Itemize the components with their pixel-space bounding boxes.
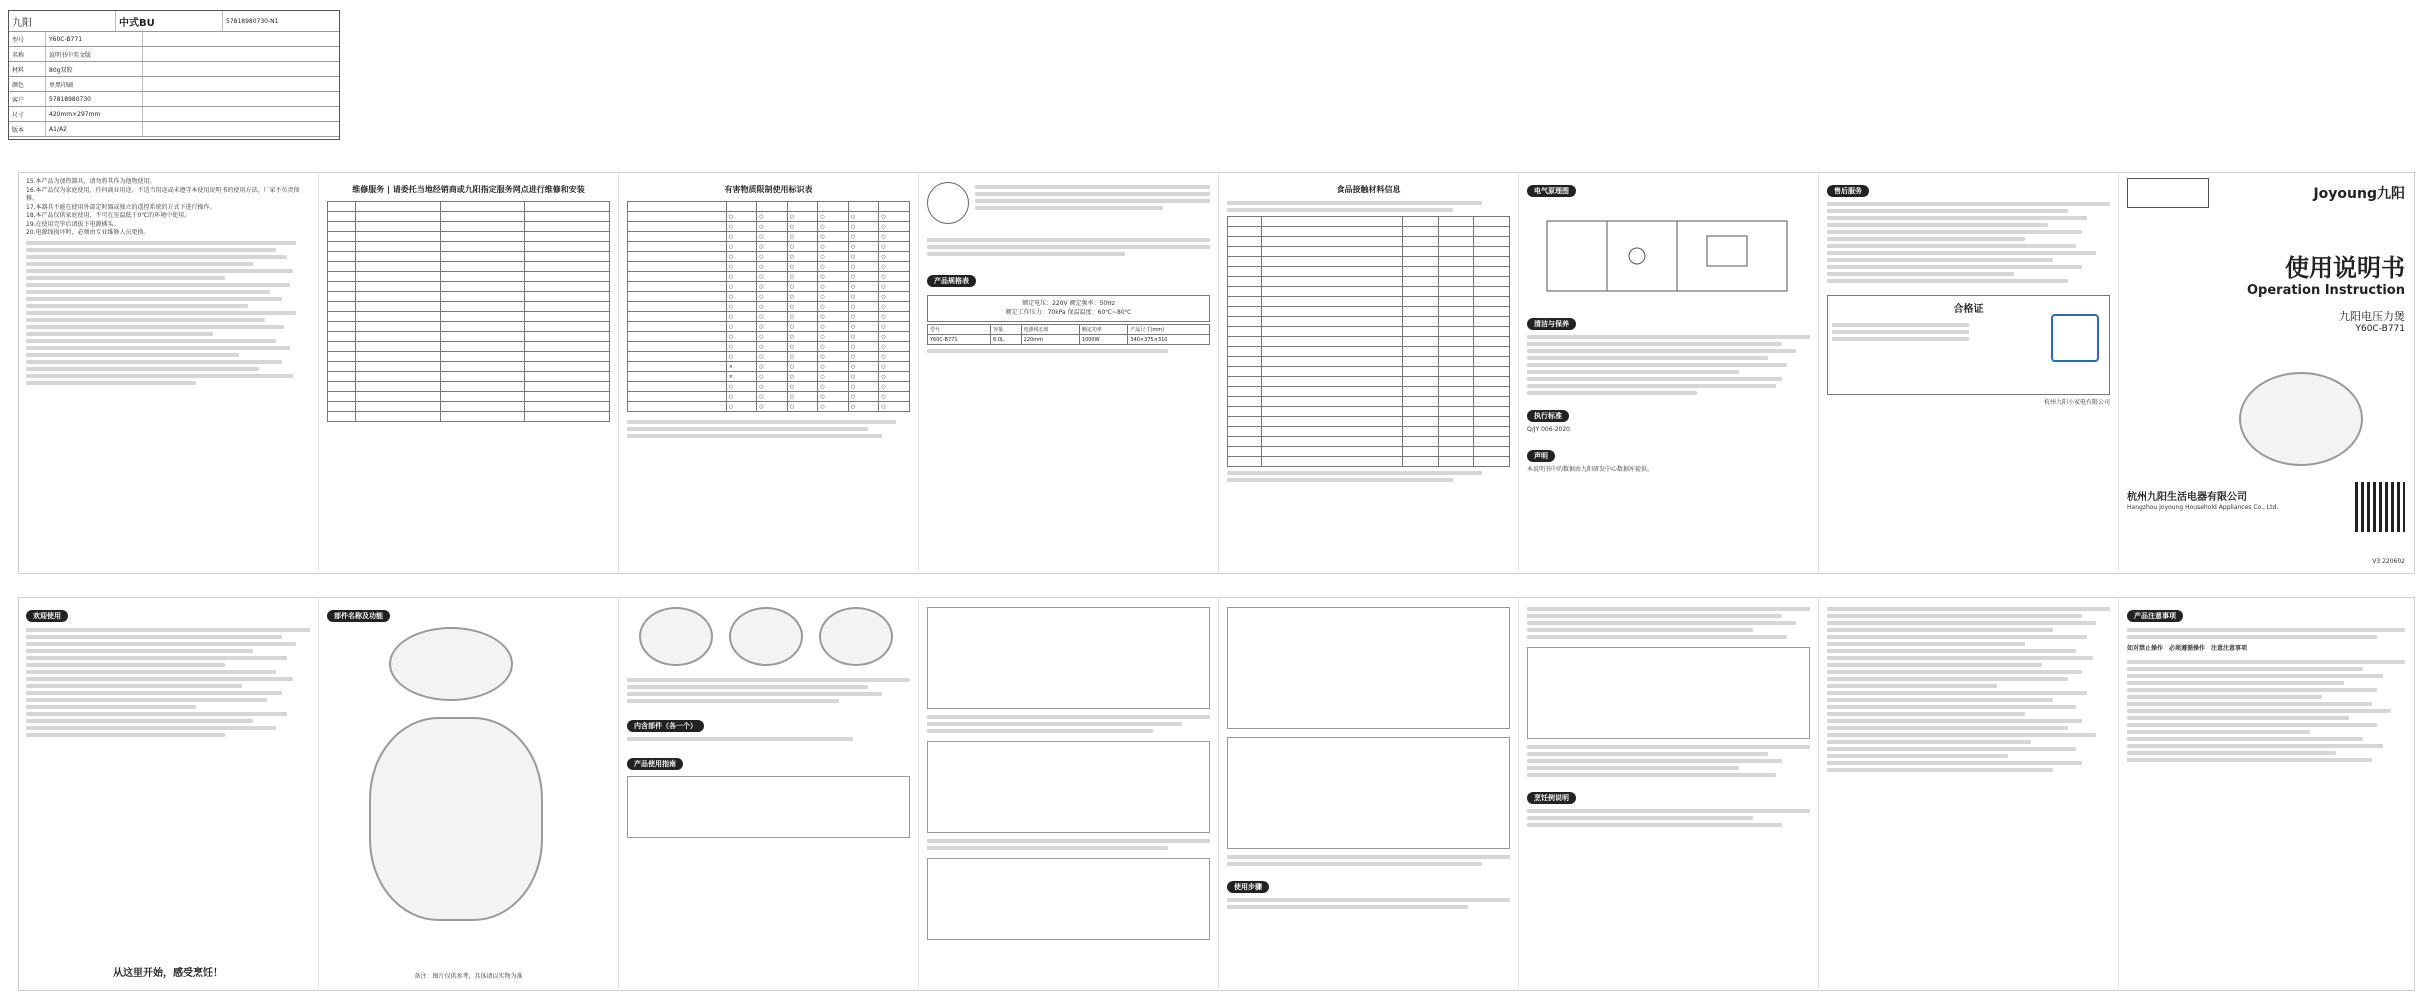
- cover-company-en: Hangzhou Joyoung Household Appliances Co., Ltd.: [2127, 504, 2279, 511]
- lid-diagram-3: [819, 607, 893, 666]
- cooking-title: 烹饪例说明: [1527, 792, 1576, 804]
- panel-after-sales: [1818, 172, 2118, 572]
- panel-cover: [2118, 172, 2413, 572]
- spec-pressure: 额定工作压力：70kPa 保温温度：60℃~80℃: [1005, 308, 1132, 316]
- panel-parts: [318, 597, 618, 989]
- safety-line-3: 17.本器具不能在使用外部定时器或独立的遥控系统的方式下进行操作。: [26, 203, 216, 211]
- legend-caution: 注意注意事项: [2211, 645, 2248, 652]
- lid-diagram-1: [639, 607, 713, 666]
- accessories-title: 内含部件（各一个）: [627, 720, 704, 732]
- hazard-title: 有害物质限制使用标识表: [724, 185, 813, 194]
- panel-operation: [1218, 597, 1518, 989]
- panel-circuit-cleaning: [1518, 172, 1818, 572]
- panel-specs: [918, 172, 1218, 572]
- legend-forbid: 如对禁止操作: [2127, 645, 2164, 652]
- panel-maintenance: [318, 172, 618, 572]
- parts-caption: 备注：图片仅供参考，具体请以实物为准: [414, 972, 523, 980]
- quality-mark-icon: [2051, 314, 2099, 362]
- spec-table: 型号 容量 电源线长度 额定功率 产品尺寸(mm) Y60C-B771 6.0L 220mm 1000W 340×375×310: [927, 324, 1210, 345]
- safety-line-6: 20.电源线损坏时，必须由专业维修人员更换。: [26, 229, 150, 236]
- parts-body-image: [369, 717, 543, 921]
- welcome-title: 欢迎使用: [26, 610, 68, 622]
- usage-title: 使用步骤: [1227, 881, 1269, 893]
- guide-cups: [627, 776, 910, 838]
- parts-title: 部件名称及功能: [327, 610, 390, 622]
- cover-title-en: Operation Instruction: [2246, 283, 2405, 298]
- cover-title-cn: 使用说明书: [2285, 254, 2405, 282]
- tb-brand: 九阳: [9, 11, 116, 31]
- hazard-table: ○ ○ ○ ○ ○ ○ ○ ○ ○ ○ ○ ○ ○ ○ ○ ○ ○ ○ ○ ○ ○ ○ ○ ○ ○ ○ ○ ○ ○ ○ ○ ○ ○ ○ ○ ○ ○ ○ ○ ○ ○ ○ ○ ○ ○ ○ ○ ○ ○ ○ ○ ○ ○ ○ ○ ○ ○ ○ ○ ○ ○ ○ ○ ○ ○ ○ ○ ○ ○ ○ ○ ○ ○ ○ ○ ○ ○ ○ ○ ○ ○ ○ ○ ○ ○ ○ ○ ○ ○ ○ × ○ ○ ○ ○ ○ × ○ ○ ○ ○ ○ ○ ○ ○ ○ ○ ○ ○ ○ ○ ○ ○ ○ ○ ○ ○ ○ ○ ○: [627, 201, 910, 412]
- tb-size: 中式BU: [116, 11, 223, 31]
- circuit-title: 电气原理图: [1527, 185, 1576, 197]
- after-sales-company: 杭州九阳小家电有限公司: [2043, 399, 2110, 406]
- panel-food-contact: [1218, 172, 1518, 572]
- panel-cooking: [1518, 597, 1818, 989]
- spec-voltage: 额定电压：220V 额定频率：50Hz: [1022, 300, 1115, 307]
- tb-rows: 型号 Y60C-B771 名称 说明书中英文版 材料 80g双胶 颜色 单黑印刷 客户 57818980730 尺寸 420mm×297mm 版本 A1/A2: [9, 32, 339, 137]
- panel-accessories: [618, 597, 918, 989]
- legend-must: 必须遵循操作: [2169, 645, 2206, 652]
- after-sales-title: 售后服务: [1827, 185, 1869, 197]
- cover-model: Y60C-B771: [2355, 324, 2405, 334]
- figure-2: [927, 607, 1210, 709]
- welcome-footer: 从这里开始，感受烹饪！: [113, 968, 223, 979]
- safety-line-4: 18.本产品仅供家庭使用，不可在室温低于0℃的环境中使用。: [26, 212, 191, 219]
- cover-company-cn: 杭州九阳生活电器有限公司: [2127, 492, 2247, 503]
- cover-product: 九阳电压力煲: [2339, 310, 2405, 323]
- tb-code: 57818980730-N1: [226, 17, 279, 25]
- standard-code: Q/JY 006-2020: [1527, 426, 1570, 433]
- panel-hazardous-substances: [618, 172, 918, 572]
- figure-1: [927, 858, 1210, 940]
- guide-title: 产品使用指南: [627, 758, 683, 770]
- certificate-title: 合格证: [1953, 304, 1984, 315]
- figure-3: [927, 741, 1210, 833]
- panel-maintenance-steps: [1818, 597, 2118, 989]
- recycle-icon: [927, 182, 969, 224]
- lid-diagram-2: [729, 607, 803, 666]
- panel-welcome: [18, 597, 318, 989]
- food-contact-table: [1227, 216, 1510, 467]
- cover-version: V3.220602: [2372, 557, 2405, 565]
- panel-steps-figures: [918, 597, 1218, 989]
- figure-4: [1227, 607, 1510, 729]
- statement-title: 声明: [1527, 450, 1555, 462]
- figure-5: [1227, 737, 1510, 849]
- maintenance-table: [327, 201, 610, 422]
- cooker-image: [2239, 372, 2363, 466]
- maintenance-title: 维修服务 | 请委托当地经销商或九阳指定服务网点进行维修和安装: [352, 185, 585, 194]
- cleaning-title: 清洁与保养: [1527, 318, 1576, 330]
- cover-stamp: [2127, 178, 2209, 208]
- precautions-title: 产品注意事项: [2127, 610, 2183, 622]
- food-contact-title: 食品接触材料信息: [1336, 185, 1401, 194]
- qr-code-icon: [2355, 482, 2405, 532]
- statement-text: 本说明书中的数据由九阳研发中心数据库提供。: [1527, 465, 1654, 473]
- parts-lid-image: [389, 627, 513, 701]
- figure-6: [1527, 647, 1810, 739]
- cover-brand: Joyoung九阳: [2313, 186, 2405, 202]
- safety-line-5: 19.在使用完毕后请拔下电源插头。: [26, 220, 120, 228]
- circuit-diagram: [1527, 201, 1807, 311]
- specs-section-title: 产品规格表: [927, 275, 976, 287]
- standard-title: 执行标准: [1527, 410, 1569, 422]
- safety-line-1: 15.本产品为加热器具，请勿将其作为他物使用。: [26, 178, 156, 185]
- panel-safety-notes: [18, 172, 318, 572]
- title-block: [8, 10, 340, 140]
- safety-line-2: 16.本产品仅为家庭使用，任何商业用途、不适当用途或未遵守本使用说明书的使用方法，厂家不负责保修。: [26, 186, 300, 202]
- panel-precautions: [2118, 597, 2413, 989]
